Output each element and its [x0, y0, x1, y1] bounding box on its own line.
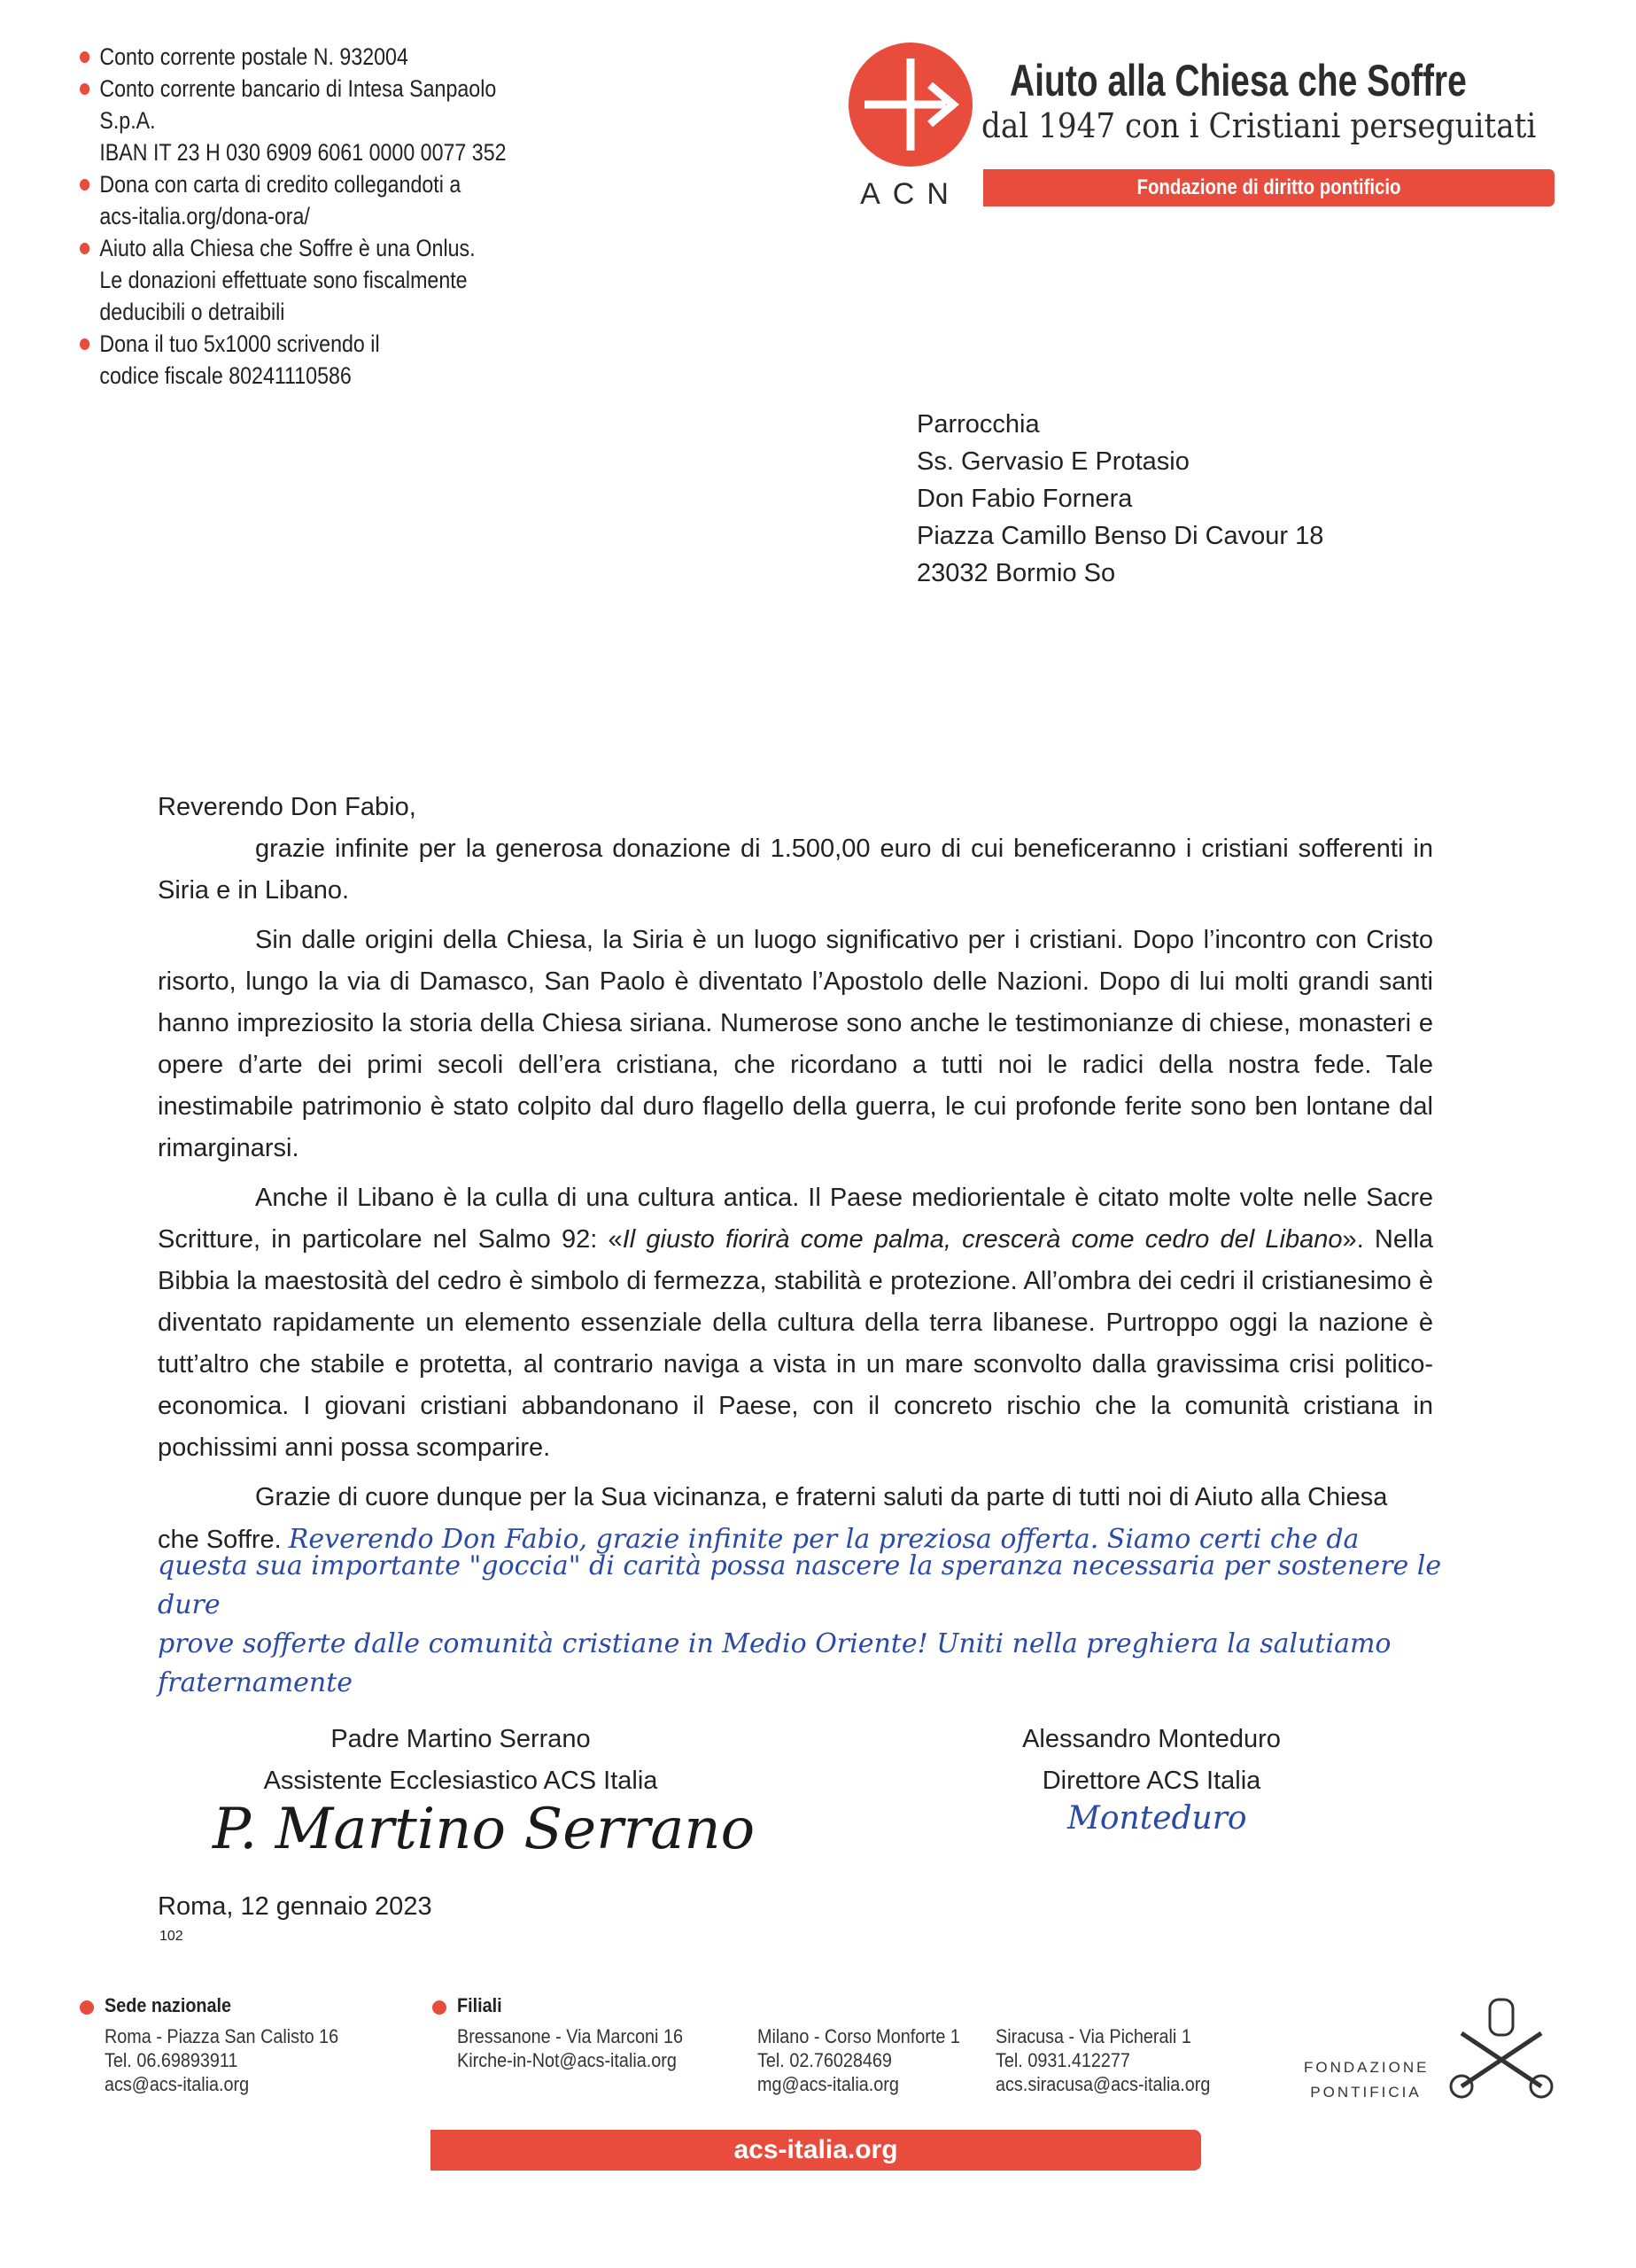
greeting: Reverendo Don Fabio,	[158, 793, 416, 821]
signatory-left: Padre Martino Serrano Assistente Ecclesiastico ACS Italia	[263, 1725, 658, 1795]
info-item: Conto corrente postale N. 932004	[80, 41, 507, 73]
website-bar: acs-italia.org	[430, 2130, 1201, 2171]
recipient-address: Parrocchia Ss. Gervasio E Protasio Don Fabio Fornera Piazza Camillo Benso Di Cavour 18 23032 Bormio So	[917, 410, 1324, 587]
psalm-quote: Il giusto fiorirà come palma, crescerà come cedro del Libano	[622, 1225, 1343, 1254]
org-name: Aiuto alla Chiesa che Soffre	[1010, 56, 1467, 105]
papal-keys-icon	[1444, 1998, 1559, 2109]
signatory-right: Alessandro Monteduro Direttore ACS Italia	[1022, 1725, 1281, 1795]
info-item: Conto corrente bancario di Intesa Sanpaolo S.p.A. IBAN IT 23 H 030 6909 6061 0000 0077 352	[80, 73, 507, 168]
bullet-icon	[432, 2000, 446, 2015]
acn-logo	[849, 43, 973, 167]
info-item: Aiuto alla Chiesa che Soffre è una Onlus. Le donazioni effettuate sono fiscalmente deducibili o detraibili	[80, 232, 507, 328]
paragraph: grazie infinite per la generosa donazione di 1.500,00 euro di cui beneficeranno i cristiani sofferenti in Siria e in Libano.	[158, 835, 1433, 905]
cross-arrow-icon	[849, 43, 973, 167]
office-roma: Roma - Piazza San Calisto 16 Tel. 06.69893911 acs@acs-italia.org	[105, 2025, 339, 2095]
office-milano: Milano - Corso Monforte 1 Tel. 02.76028469 mg@acs-italia.org	[757, 2025, 960, 2095]
signature-serrano: P. Martino Serrano	[213, 1797, 756, 1862]
handwritten-note-continued: questa sua importante "goccia" di carità possa nascere la speranza necessaria per sostenere le dure prove sofferte dalle comunità cristiane in Medio Oriente! Uniti nella preghiera la salutiamo fraternamente	[158, 1550, 1442, 1698]
sede-label: Sede nazionale	[105, 1994, 232, 2016]
paragraph: Sin dalle origini della Chiesa, la Siria è un luogo significativo per i cristiani. Dopo l’incontro con Cristo risorto, lungo la via di Damasco, San Paolo è diventato l’Apostolo delle Nazioni. Dopo di lui molti grandi santi hanno impreziosito la storia della Chiesa siriana. Numerose sono anche le testimonianze di chiese, monasteri e opere d’arte dei primi secoli dell’era cristiana, che ricordano a tutti noi le radici della nostra fede. Tale inestimabile patrimonio è stato colpito dal duro flagello della guerra, le cui profonde ferite sono ben lontane dal rimarginarsi.	[158, 926, 1433, 1162]
office-bressanone: Bressanone - Via Marconi 16 Kirche-in-Not@acs-italia.org	[457, 2025, 683, 2071]
donation-info	[80, 41, 507, 392]
info-item: Dona con carta di credito collegandoti a acs-italia.org/dona-ora/	[80, 168, 507, 232]
info-item: Dona il tuo 5x1000 scrivendo il codice fiscale 80241110586	[80, 328, 507, 392]
logo-letters: ACN	[860, 177, 961, 211]
handwritten-note: Reverendo Don Fabio, grazie infinite per la preziosa offerta. Siamo certi che da	[288, 1524, 1360, 1555]
bullet-icon	[80, 2000, 94, 2015]
org-tagline: dal 1947 con i Cristiani perseguitati	[981, 106, 1537, 145]
paragraph: Anche il Libano è la culla di una cultura antica. Il Paese mediorientale è citato molte volte nelle Sacre Scritture, in particolare nel Salmo 92: «Il giusto fiorirà come palma, crescerà come cedro del Libano». Nella Bibbia la maestosità del cedro è simbolo di fermezza, stabilità e protezione. All’ombra dei cedri il cristianesimo è diventato rapidamente un elemento essenziale della cultura della terra libanese. Purtroppo oggi la nazione è tutt’altro che stabile e protetta, al contrario naviga a vista in un mare sconvolto dalla gravissima crisi politico-economica. I giovani cristiani abbandonano il Paese, con il concreto rischio che la comunità cristiana in pochissimi anni possa scomparire.	[158, 1184, 1434, 1462]
org-bar: Fondazione di diritto pontificio	[983, 169, 1555, 206]
letter-date: Roma, 12 gennaio 2023	[158, 1892, 432, 1921]
filiali-label: Filiali	[457, 1994, 502, 2016]
fondazione-pontificia: FONDAZIONE PONTIFICIA	[1304, 2059, 1430, 2101]
paragraph: Grazie di cuore dunque per la Sua vicinanza, e fraterni saluti da parte di tutti noi di Aiuto alla Chiesa che Soffre. Reverendo Don Fabio, grazie infinite per la preziosa offerta. Siamo certi che da	[158, 1483, 1388, 1555]
office-siracusa: Siracusa - Via Picherali 1 Tel. 0931.412277 acs.siracusa@acs-italia.org	[996, 2025, 1211, 2095]
reference-number: 102	[159, 1929, 183, 1944]
signature-monteduro: Monteduro	[1067, 1800, 1247, 1837]
letter-body	[158, 787, 1433, 1569]
